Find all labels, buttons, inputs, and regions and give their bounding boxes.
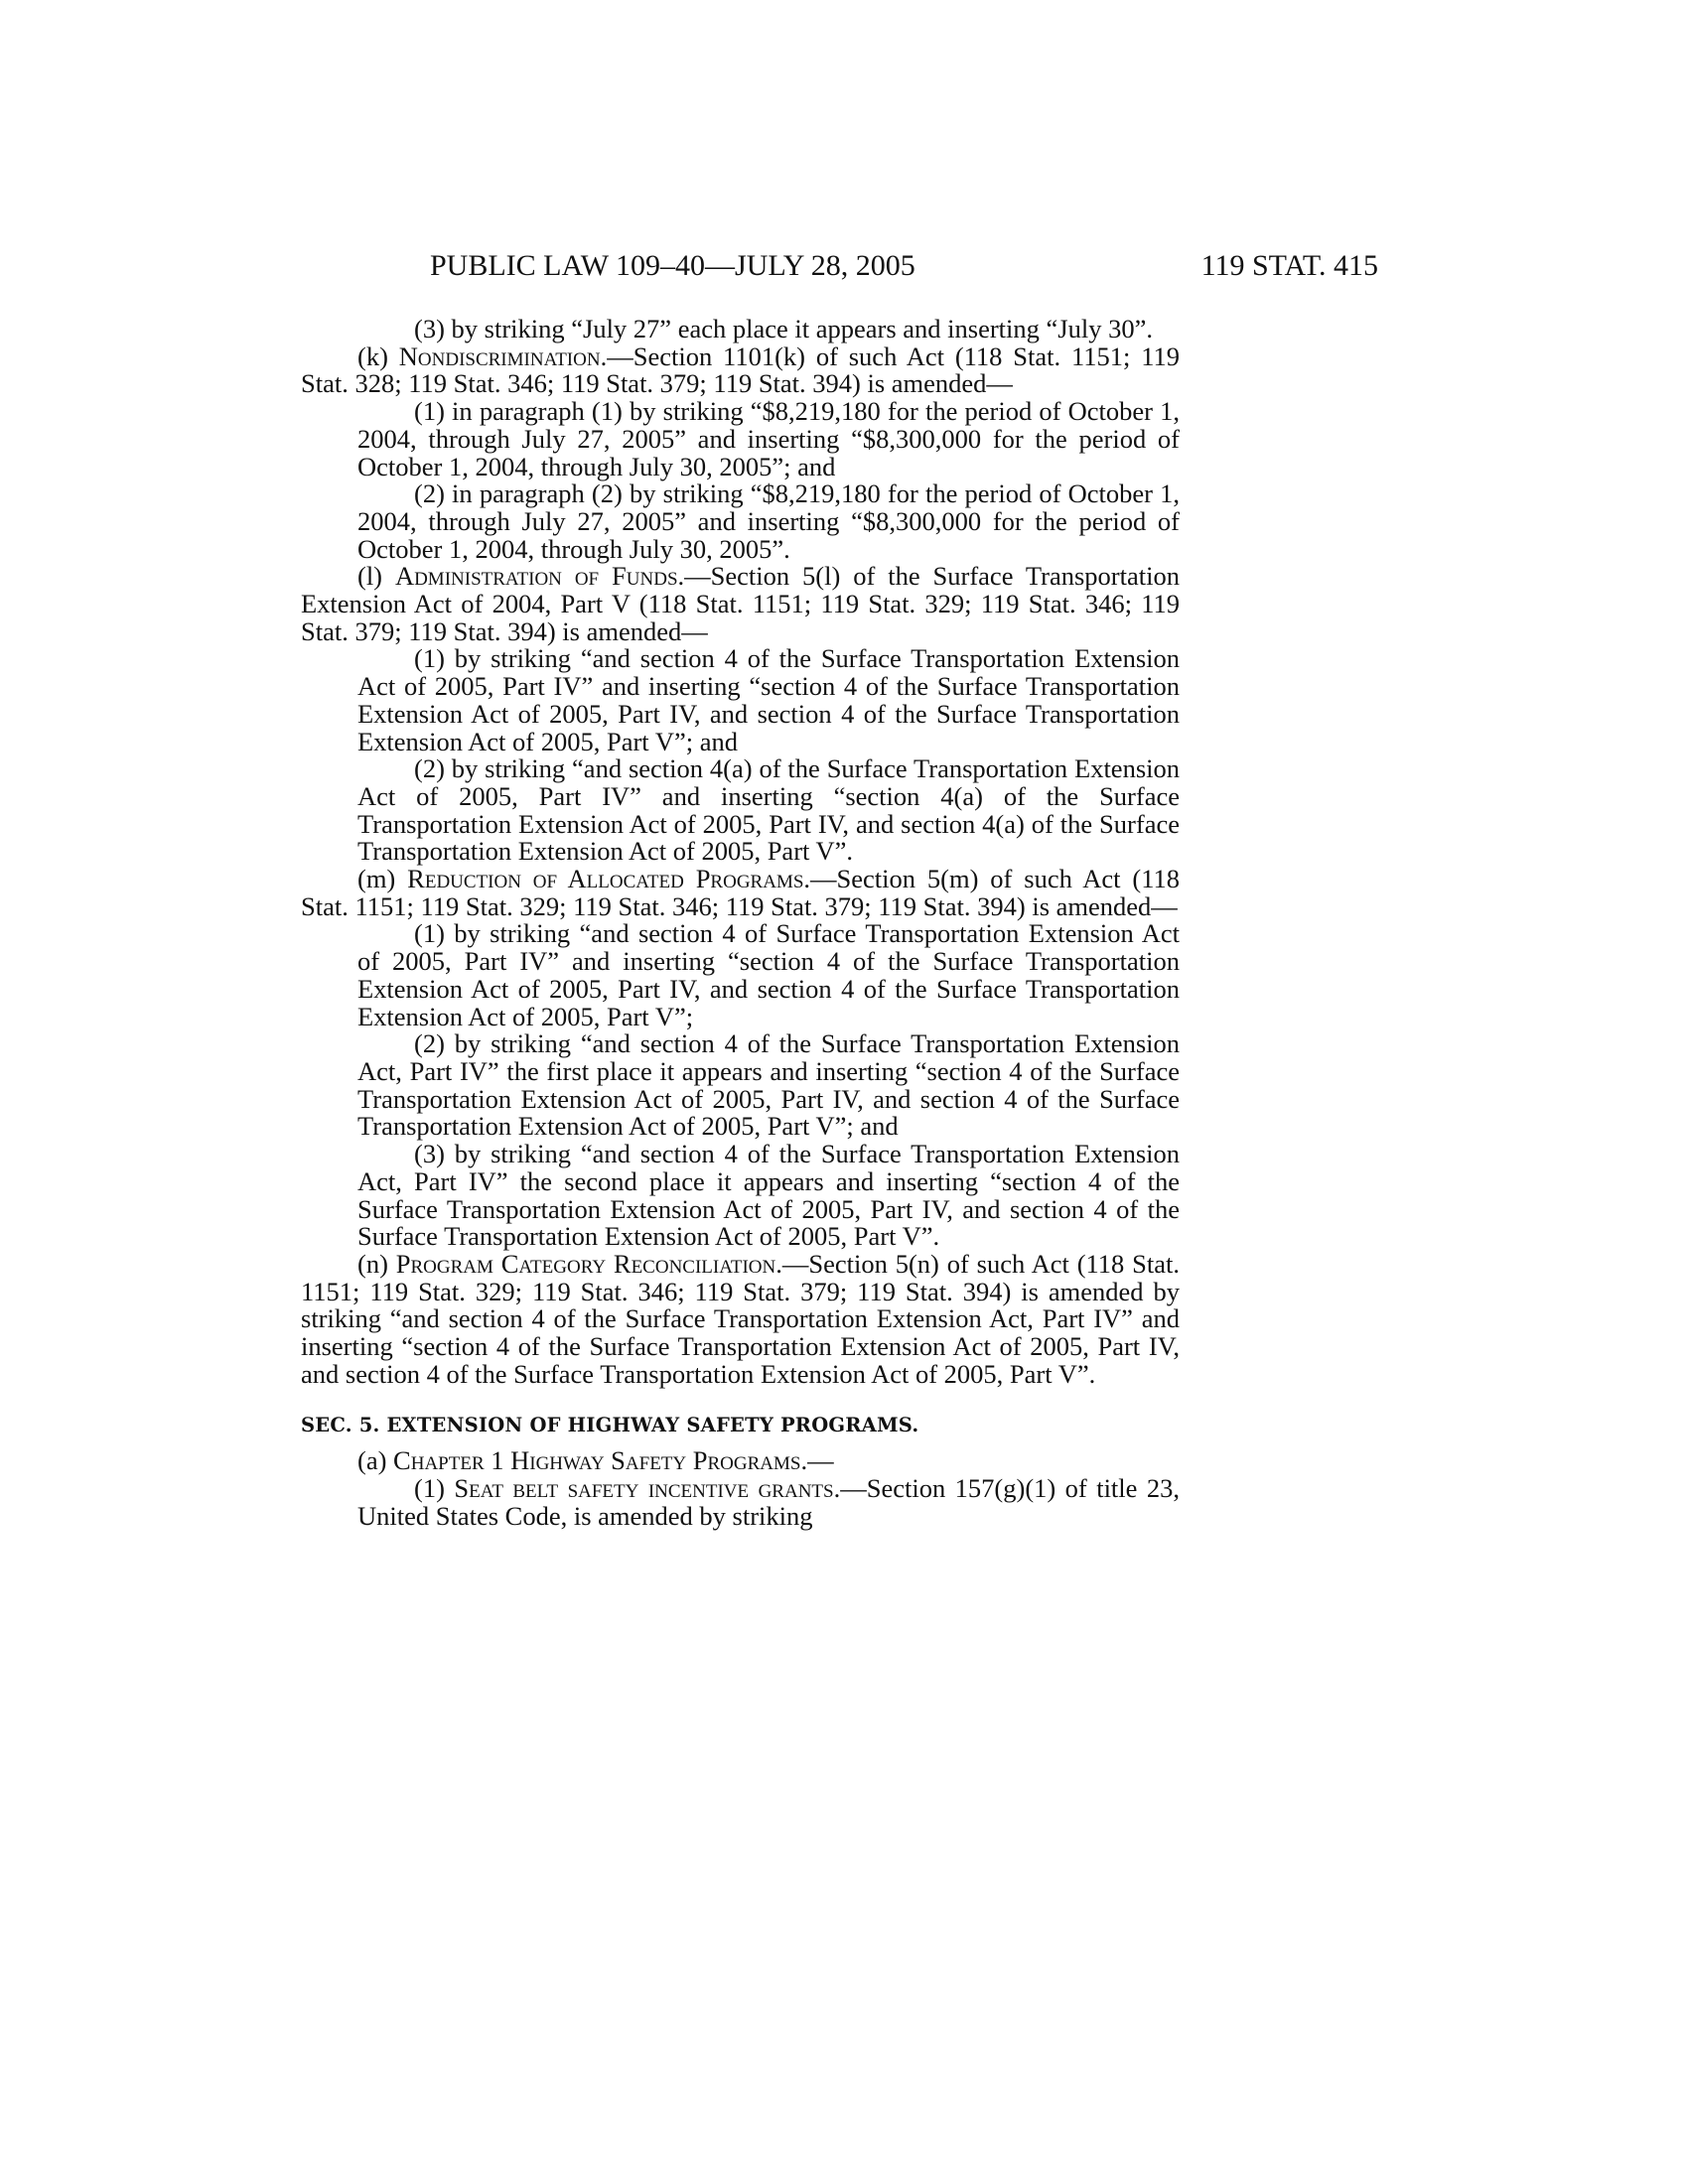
subsection-a-heading: Chapter 1 Highway Safety Programs xyxy=(393,1445,801,1476)
subsection-k-heading: Nondiscrimination xyxy=(398,341,601,371)
paragraph-l-2: (2) by striking “and section 4(a) of the Surface Transportation Extension Act of 2005, Part IV” and inserting “section 4(a) of the Surface Transportation Extension Act of 2005, Part IV, and section 4(a) of the Surface Transportation Extension Act of 2005, Part V”. xyxy=(357,753,1180,867)
paragraph-k-2: (2) in paragraph (2) by striking “$8,219,180 for the period of October 1, 2004, through July 27, 2005” and inserting “$8,300,000 for the period of October 1, 2004, through July 30, 2005”. xyxy=(357,478,1180,564)
paragraph-m-3: (3) by striking “and section 4 of the Surface Transportation Extension Act, Part IV” the second place it appears and inserting “section 4 of the Surface Transportation Extension Act of 2005, Part IV, and section 4 of the Surface Transportation Extension Act of 2005, Part V”. xyxy=(357,1139,1180,1252)
subsection-m-heading: Reduction of Allocated Programs xyxy=(407,864,804,894)
subsection-a-text: .— xyxy=(800,1445,834,1476)
subsection-a-label: (a) xyxy=(357,1445,394,1476)
paragraph-a-1-text: .—Section 157(g)(1) of title 23, United States Code, is amended by striking xyxy=(357,1473,1181,1531)
subsection-l xyxy=(301,563,1180,645)
subsection-n-heading: Program Category Reconciliation xyxy=(395,1248,776,1279)
running-head-title: PUBLIC LAW 109–40—JULY 28, 2005 xyxy=(430,249,915,282)
subsection-n xyxy=(301,1248,1181,1389)
subsection-k xyxy=(301,343,1180,398)
paragraph-k-1: (1) in paragraph (1) by striking “$8,219,180 for the period of October 1, 2004, through July 27, 2005” and inserting “$8,300,000 for the period of October 1, 2004, through July 30, 2005”; and xyxy=(357,396,1180,481)
statute-body xyxy=(301,316,1180,1531)
subsection-a xyxy=(301,1447,1180,1475)
page-header xyxy=(0,246,1688,286)
paragraph-m-1: (1) by striking “and section 4 of Surface Transportation Extension Act of 2005, Part IV” and inserting “section 4 of the Surface Transportation Extension Act of 2005, Part IV, and section 4 of the Surface Transportation Extension Act of 2005, Part V”; xyxy=(357,918,1180,1031)
section-5-heading: SEC. 5. EXTENSION OF HIGHWAY SAFETY PROGRAMS. xyxy=(301,1414,919,1437)
subsection-l-label: (l) xyxy=(357,561,395,592)
paragraph-j-3: (3) by striking “July 27” each place it appears and inserting “July 30”. xyxy=(414,314,1153,343)
subsection-n-label: (n) xyxy=(357,1248,396,1279)
paragraph-l-1: (1) by striking “and section 4 of the Surface Transportation Extension Act of 2005, Part IV” and inserting “section 4 of the Surface Transportation Extension Act of 2005, Part IV, and section 4 of the Surface Transportation Extension Act of 2005, Part V”; and xyxy=(357,643,1180,756)
statute-page-number: 119 STAT. 415 xyxy=(1200,249,1378,282)
subsection-k-label: (k) xyxy=(357,341,399,371)
subsection-m-text: .—Section 5(m) of such Act (118 Stat. 1151; 119 Stat. 329; 119 Stat. 346; 119 Stat. 379; 119 Stat. 394) is amended— xyxy=(301,864,1180,921)
subsection-m xyxy=(301,866,1180,920)
paragraph-a-1-heading: Seat belt safety incentive grants xyxy=(454,1473,834,1504)
subsection-m-label: (m) xyxy=(357,864,408,894)
paragraph-a-1-label: (1) xyxy=(414,1473,455,1504)
paragraph-a-1 xyxy=(301,1475,1180,1530)
subsection-l-heading: Administration of Funds xyxy=(394,561,678,592)
subsection-l-text: .—Section 5(l) of the Surface Transportation Extension Act of 2004, Part V (118 Stat. 1151; 119 Stat. 329; 119 Stat. 346; 119 Stat. 379; 119 Stat. 394) is amended— xyxy=(301,561,1180,646)
subsection-k-text: .—Section 1101(k) of such Act (118 Stat. 1151; 119 Stat. 328; 119 Stat. 346; 119 Stat. 379; 119 Stat. 394) is amended— xyxy=(301,341,1180,399)
subsection-n-text: .—Section 5(n) of such Act (118 Stat. 1151; 119 Stat. 329; 119 Stat. 346; 119 Stat. 379; 119 Stat. 394) is amended by striking “and section 4 of the Surface Transportation Extension Act, Part IV” and inserting “section 4 of the Surface Transportation Extension Act of 2005, Part IV, and section 4 of the Surface Transportation Extension Act of 2005, Part V”. xyxy=(301,1248,1181,1389)
paragraph-m-2: (2) by striking “and section 4 of the Surface Transportation Extension Act, Part IV” the first place it appears and inserting “section 4 of the Surface Transportation Extension Act of 2005, Part IV, and section 4 of the Surface Transportation Extension Act of 2005, Part V”; and xyxy=(357,1028,1180,1142)
